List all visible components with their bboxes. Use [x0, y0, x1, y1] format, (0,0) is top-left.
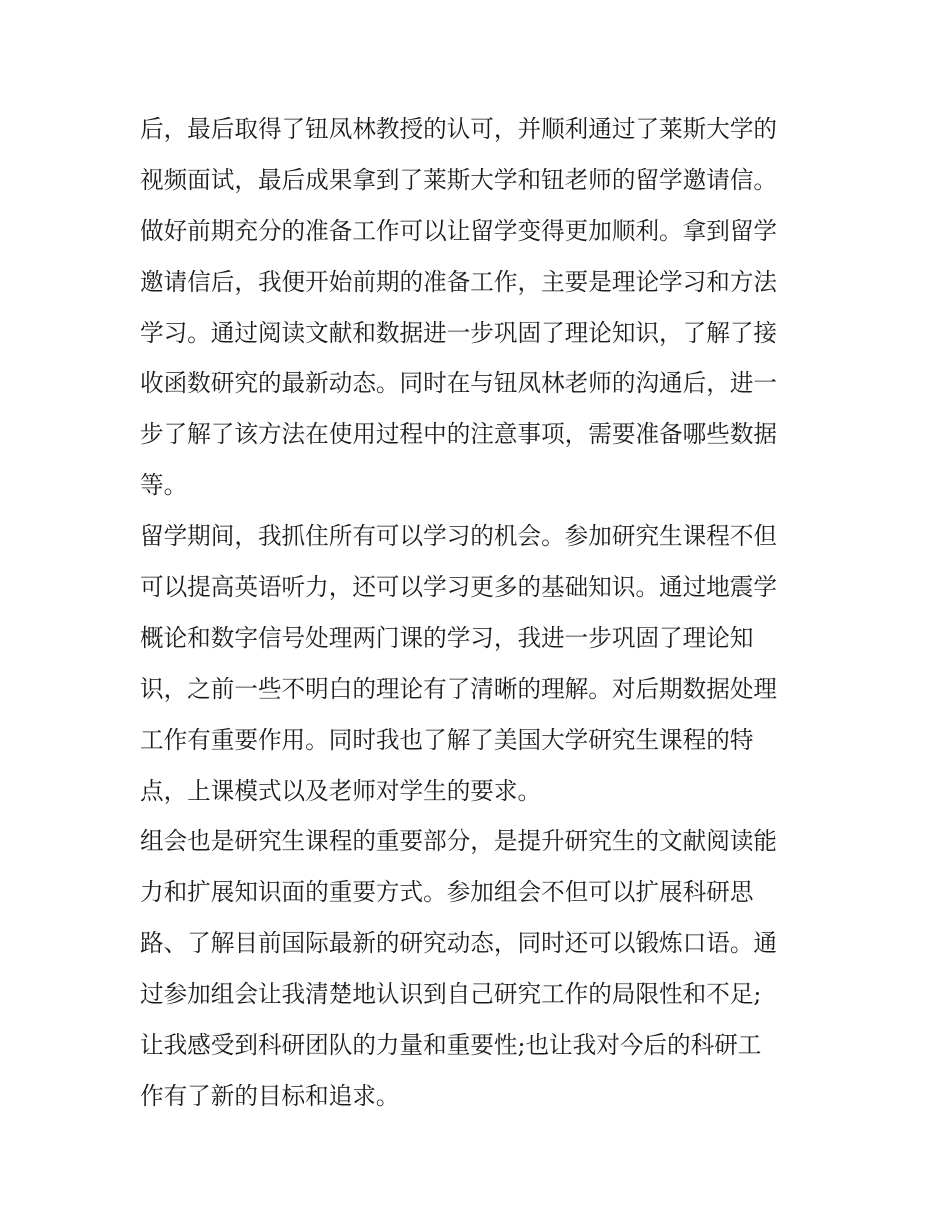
- text-line: 步了解了该方法在使用过程中的注意事项，需要准备哪些数据: [140, 420, 778, 449]
- text-line: 邀请信后，我便开始前期的准备工作，主要是理论学习和方法: [140, 267, 778, 296]
- document-body: [140, 104, 812, 1122]
- text-line: 等。: [140, 471, 188, 500]
- text-line: 可以提高英语听力，还可以学习更多的基础知识。通过地震学: [140, 573, 778, 602]
- text-line: 收函数研究的最新动态。同时在与钮凤林老师的沟通后，进一: [140, 369, 778, 398]
- text-line: 学习。通过阅读文献和数据进一步巩固了理论知识，了解了接: [140, 318, 778, 347]
- text-line: 路、了解目前国际最新的研究动态，同时还可以锻炼口语。通: [140, 929, 778, 958]
- text-line: 点，上课模式以及老师对学生的要求。: [140, 776, 542, 805]
- text-line: 让我感受到科研团队的力量和重要性;也让我对今后的科研工: [140, 1031, 762, 1060]
- text-line: 视频面试，最后成果拿到了莱斯大学和钮老师的留学邀请信。: [140, 165, 778, 194]
- text-line: 识，之前一些不明白的理论有了清晰的理解。对后期数据处理: [140, 674, 778, 703]
- text-line: 力和扩展知识面的重要方式。参加组会不但可以扩展科研思: [140, 878, 754, 907]
- text-line: 作有了新的目标和追求。: [140, 1081, 400, 1110]
- text-line: 后，最后取得了钮凤林教授的认可，并顺利通过了莱斯大学的: [140, 115, 778, 143]
- text-line: 过参加组会让我清楚地认识到自己研究工作的局限性和不足;: [140, 980, 762, 1009]
- text-line: 组会也是研究生课程的重要部分，是提升研究生的文献阅读能: [140, 827, 778, 856]
- text-line: 工作有重要作用。同时我也了解了美国大学研究生课程的特: [140, 725, 754, 754]
- text-line: 概论和数字信号处理两门课的学习，我进一步巩固了理论知: [140, 623, 754, 652]
- text-line: 留学期间，我抓住所有可以学习的机会。参加研究生课程不但: [140, 522, 778, 551]
- text-line: 做好前期充分的准备工作可以让留学变得更加顺利。拿到留学: [140, 216, 778, 245]
